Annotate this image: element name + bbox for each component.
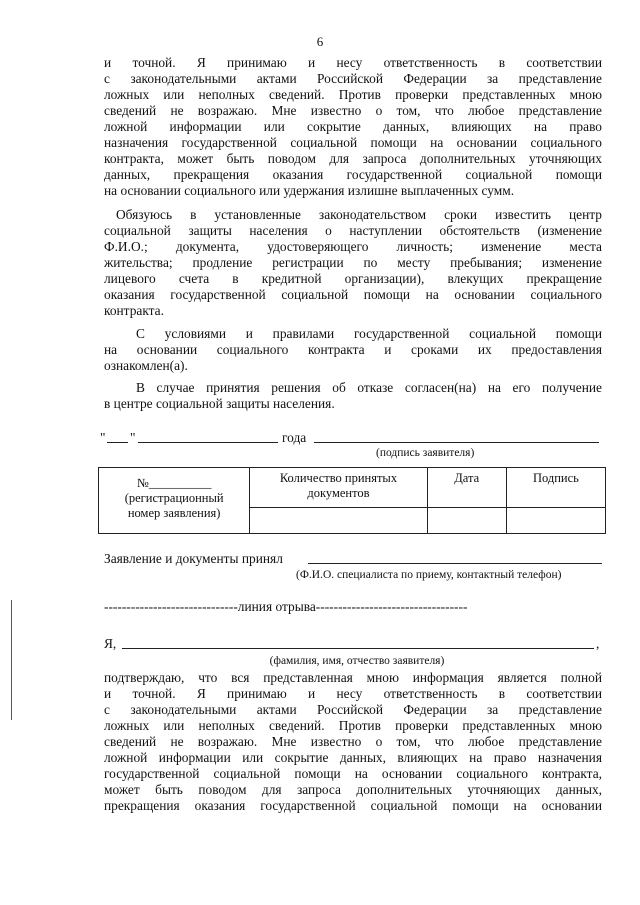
registration-number-cell[interactable] bbox=[99, 468, 250, 534]
text-line: С условиями и правилами государственной социальной помощи bbox=[136, 326, 602, 341]
date-cell[interactable] bbox=[427, 508, 506, 534]
text-line: в центре социальной защиты населения. bbox=[104, 396, 335, 411]
text-line: оказания государственной социальной помощи на основании социального bbox=[104, 287, 602, 302]
quote-open: " bbox=[100, 430, 106, 445]
text-line: и точной. Я принимаю и несу ответственность в соответствии bbox=[104, 686, 602, 701]
text-line: В случае принятия решения об отказе согласен(на) на его получение bbox=[136, 380, 602, 395]
specialist-field[interactable] bbox=[308, 563, 602, 564]
text-line: с законодательными актами Российской Федерации за представление bbox=[104, 71, 602, 86]
doc-count-cell[interactable] bbox=[250, 508, 427, 534]
text-line: ложной информации или сокрытие данных, влияющих на право bbox=[104, 119, 602, 134]
text-line: государственной социальной помощи на основании социального контракта, bbox=[104, 766, 602, 781]
text-line: ложных или неполных сведений. Против проверки представленных мною bbox=[104, 87, 602, 102]
text-line: ознакомлен(а). bbox=[104, 358, 188, 373]
text-line: ложной информации или сокрытие данных, влияющих на право назначения bbox=[104, 750, 602, 765]
text-line: и точной. Я принимаю и несу ответственность в соответствии bbox=[104, 55, 602, 70]
doc-count-header: Количество принятых документов bbox=[250, 468, 427, 508]
text-line: сведений не возражаю. Мне известно о том, что любое представление bbox=[104, 103, 602, 118]
text-line: может быть поводом для запроса дополнительных уточняющих данных, bbox=[104, 782, 602, 797]
text-line: данных, прекращения оказания государственной социальной помощи bbox=[104, 167, 602, 182]
date-header: Дата bbox=[427, 468, 506, 508]
specialist-caption: (Ф.И.О. специалиста по приему, контактный телефон) bbox=[296, 569, 562, 581]
text-line: прекращения оказания государственной социальной помощи на основании bbox=[104, 798, 602, 813]
text-line: на основании социального или удержания излишне выплаченных сумм. bbox=[104, 183, 515, 198]
text-line: назначения государственной социальной помощи на основании социального bbox=[104, 135, 602, 150]
cut-line: ------------------------------линия отрыва---------------------------------- bbox=[104, 599, 468, 614]
day-field[interactable] bbox=[107, 442, 128, 443]
i-label: Я, bbox=[104, 636, 117, 651]
signature-caption: (подпись заявителя) bbox=[376, 447, 475, 459]
text-line: с законодательными актами Российской Федерации за представление bbox=[104, 702, 602, 717]
text-line: Обязуюсь в установленные законодательством сроки известить центр bbox=[116, 207, 602, 222]
text-line: контракта. bbox=[104, 303, 164, 318]
comma: , bbox=[596, 636, 600, 651]
page-number: 6 bbox=[316, 34, 324, 49]
signature-field[interactable] bbox=[314, 442, 599, 443]
scan-artifact-line bbox=[11, 600, 12, 720]
number-sign: №__________ bbox=[136, 476, 212, 490]
registration-label: (регистрационный bbox=[124, 491, 224, 505]
text-line: жительства; продление регистрации по месту пребывания; изменение bbox=[104, 255, 602, 270]
text-line: подтверждаю, что вся представленная мною информация является полной bbox=[104, 670, 602, 685]
text-line: сведений не возражаю. Мне известно о том, что любое представление bbox=[104, 734, 602, 749]
text-line: на основании социального контракта и сроками их предоставления bbox=[104, 342, 602, 357]
registration-label: номер заявления) bbox=[127, 506, 221, 520]
signature-cell[interactable] bbox=[506, 508, 605, 534]
text-line: Ф.И.О.; документа, удостоверяющего личность; изменение места bbox=[104, 239, 602, 254]
text-line: лицевого счета в кредитной организации), влекущих прекращение bbox=[104, 271, 602, 286]
registration-table bbox=[98, 467, 606, 534]
text-line: социальной защиты населения о наступлении обстоятельств (изменение bbox=[104, 223, 602, 238]
accepted-label: Заявление и документы принял bbox=[104, 551, 283, 566]
applicant-name-caption: (фамилия, имя, отчество заявителя) bbox=[269, 655, 445, 667]
quote-close: " bbox=[130, 430, 136, 445]
year-word: года bbox=[282, 430, 307, 445]
applicant-name-field[interactable] bbox=[122, 648, 594, 649]
text-line: контракта, может быть поводом для запроса дополнительных уточняющих bbox=[104, 151, 602, 166]
month-field[interactable] bbox=[138, 442, 278, 443]
text-line: ложных или неполных сведений. Против проверки представленных мною bbox=[104, 718, 602, 733]
signature-header: Подпись bbox=[506, 468, 605, 508]
